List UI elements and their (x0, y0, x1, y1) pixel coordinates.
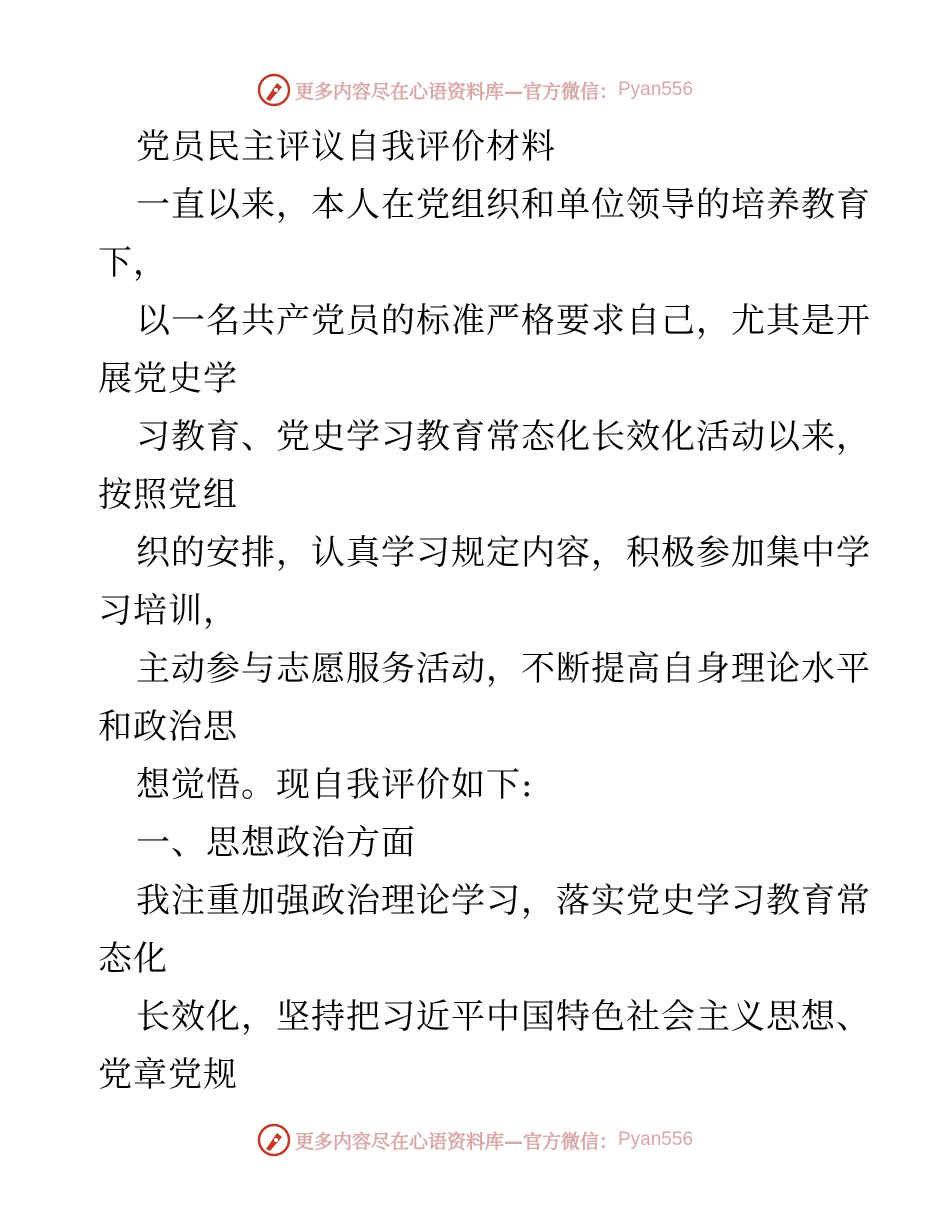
document-body (98, 118, 871, 1104)
text-line: 想觉悟。现自我评价如下: (136, 765, 534, 805)
text-line: 和政治思 (98, 707, 238, 747)
text-line: 长效化，坚持把习近平中国特色社会主义思想、 (136, 997, 871, 1037)
text-line: 党员民主评议自我评价材料 (136, 127, 556, 167)
text-line: 按照党组 (98, 475, 238, 515)
footer-watermark (0, 1120, 950, 1160)
watermark-text: 更多内容尽在心语资料库—官方微信： (294, 80, 618, 103)
text-line: 主动参与志愿服务活动，不断提高自身理论水平 (136, 649, 871, 689)
watermark-wechat-id: Pyan556 (618, 1129, 694, 1150)
pen-nib-logo-icon (257, 1123, 291, 1157)
text-line: 展党史学 (98, 359, 238, 399)
text-line: 习教育、党史学习教育常态化长效化活动以来， (136, 417, 871, 457)
text-line: 态化 (98, 939, 168, 979)
text-line: 一直以来，本人在党组织和单位领导的培养教育 (136, 185, 871, 225)
header-watermark (0, 70, 950, 110)
text-line: 以一名共产党员的标准严格要求自己，尤其是开 (136, 301, 871, 341)
watermark-wechat-id: Pyan556 (618, 79, 694, 100)
text-line: 我注重加强政治理论学习，落实党史学习教育常 (136, 881, 871, 921)
text-line: 习培训， (98, 591, 238, 631)
pen-nib-logo-icon (257, 73, 291, 107)
text-line: 党章党规 (98, 1055, 238, 1095)
text-line: 下， (98, 243, 168, 283)
text-line: 织的安排，认真学习规定内容，积极参加集中学 (136, 533, 871, 573)
text-line: 一、思想政治方面 (136, 823, 416, 863)
watermark-text: 更多内容尽在心语资料库—官方微信： (294, 1130, 618, 1153)
